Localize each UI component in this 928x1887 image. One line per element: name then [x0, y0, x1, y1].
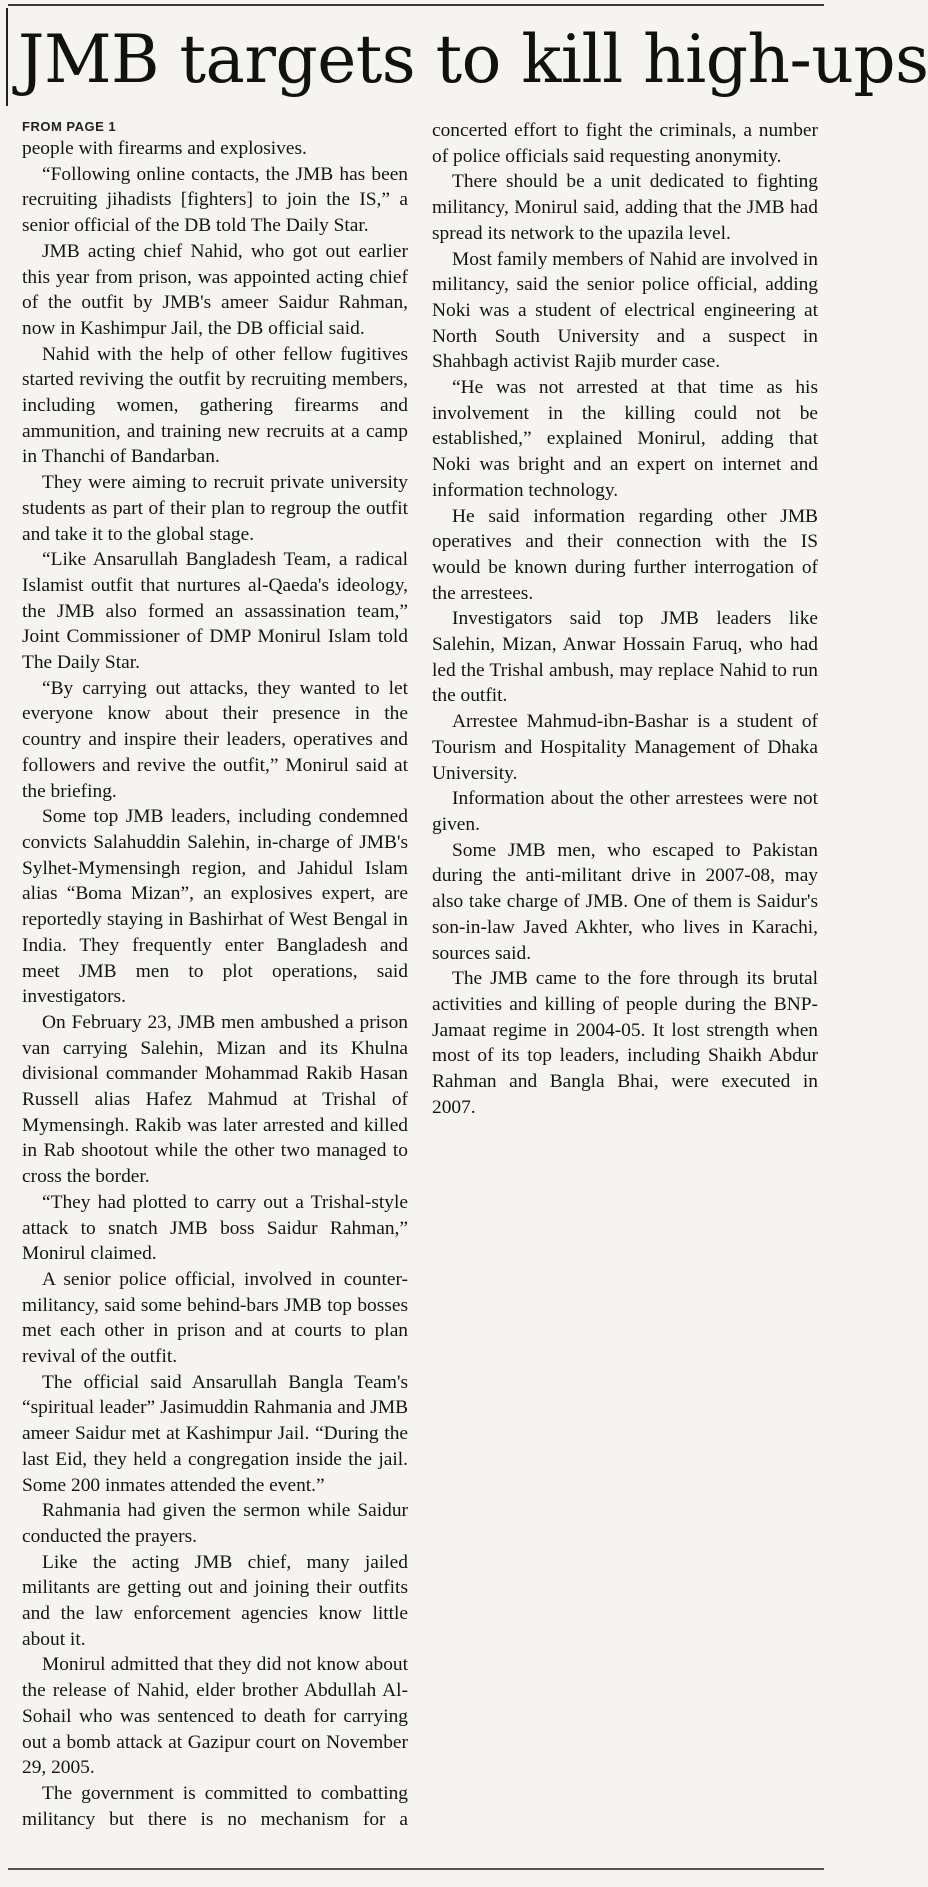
headline: JMB targets to kill high-ups [18, 21, 928, 98]
paragraph: people with firearms and explosives. [22, 138, 307, 159]
paragraph: The official said Ansarullah Bangla Team's “spiritual leader” Jasimuddin Rahmania and JMB ameer Saidur met at Kashimpur Jail. “During the last Eid, they held a congregation inside the jail. Some 200 inmates attended the event.” [22, 1371, 408, 1496]
paragraph: The JMB came to the fore through its brutal activities and killing of people during the BNP-Jamaat regime in 2004-05. It lost strength when most of its top leaders, including Shaikh Abdur Rahman and Bangla Bhai, were executed in 2007. [432, 968, 818, 1118]
top-rule [8, 4, 824, 6]
paragraph: “Following online contacts, the JMB has been recruiting jihadists [fighters] to join the IS,” a senior official of the DB told The Daily Star. [22, 163, 408, 237]
paragraph: A senior police official, involved in counter-militancy, said some behind-bars JMB top bosses met each other in prison and at courts to plan revival of the outfit. [22, 1268, 408, 1368]
paragraph: Some top JMB leaders, including condemned convicts Salahuddin Salehin, in-charge of JMB's Sylhet-Mymensingh region, and Jahidul Islam alias “Boma Mizan”, an explosives expert, are reportedly staying in Bashirhat of West Bengal in India. They frequently enter Bangladesh and meet JMB men to plot operations, said investigators. [22, 806, 408, 1008]
paragraph: Arrestee Mahmud-ibn-Bashar is a student of Tourism and Hospitality Management of Dhaka University. [432, 711, 818, 784]
paragraph: He said information regarding other JMB operatives and their connection with the IS would be known during further interrogation of the arrestees. [432, 505, 818, 604]
paragraph: On February 23, JMB men ambushed a prison van carrying Salehin, Mizan and its Khulna divisional commander Mohammad Rakib Hasan Russell alias Hafez Mahmud at Trishal of Mymensingh. Rakib was later arrested and killed in Rab shootout while the other two managed to cross the border. [22, 1011, 408, 1188]
paragraph: “He was not arrested at that time as his involvement in the killing could not be established,” explained Monirul, adding that Noki was bright and an expert on internet and information technology. [432, 377, 818, 501]
paragraph: “They had plotted to carry out a Trishal-style attack to snatch JMB boss Saidur Rahman,” Monirul claimed. [22, 1191, 408, 1265]
article-body [22, 118, 818, 1850]
paragraph: Like the acting JMB chief, many jailed militants are getting out and joining their outfits and the law enforcement agencies know little about it. [22, 1551, 408, 1650]
paragraph: Monirul admitted that they did not know about the release of Nahid, elder brother Abdullah Al-Sohail who was sentenced to death for carrying out a bomb attack at Gazipur court on November 29, 2005. [22, 1654, 408, 1779]
paragraph: The government is committed to combatting militancy but there is no mechanism for a concerted effort to fight the criminals, a number of police officials said requesting anonymity. [22, 120, 818, 1830]
paragraph: Investigators said top JMB leaders like Salehin, Mizan, Anwar Hossain Faruq, who had led the Trishal ambush, may replace Nahid to run the outfit. [432, 608, 818, 707]
paragraph: They were aiming to recruit private university students as part of their plan to regroup the outfit and take it to the global stage. [22, 472, 408, 545]
paragraph: Some JMB men, who escaped to Pakistan during the anti-militant drive in 2007-08, may also take charge of JMB. One of them is Saidur's son-in-law Javed Akhter, who lives in Karachi, sources said. [432, 839, 818, 964]
paragraph: Rahmania had given the sermon while Saidur conducted the prayers. [22, 1500, 408, 1547]
paragraph: JMB acting chief Nahid, who got out earlier this year from prison, was appointed acting chief of the outfit by JMB's ameer Saidur Rahman, now in Kashimpur Jail, the DB official said. [22, 240, 408, 339]
left-rule [6, 8, 8, 106]
dateline: FROM PAGE 1 [22, 119, 117, 134]
bottom-rule [8, 1868, 824, 1870]
paragraph: “Like Ansarullah Bangladesh Team, a radical Islamist outfit that nurtures al-Qaeda's ideology, the JMB also formed an assassination team,” Joint Commissioner of DMP Monirul Islam told The Daily Star. [22, 549, 408, 674]
paragraph: “By carrying out attacks, they wanted to let everyone know about their presence in the country and inspire their leaders, operatives and followers and revive the outfit,” Monirul said at the briefing. [22, 677, 408, 802]
paragraph: Most family members of Nahid are involved in militancy, said the senior police official, adding Noki was a student of electrical engineering at North South University and a suspect in Shahbagh activist Rajib murder case. [432, 248, 818, 373]
paragraph: There should be a unit dedicated to fighting militancy, Monirul said, adding that the JMB had spread its network to the upazila level. [432, 171, 818, 244]
paragraph: Nahid with the help of other fellow fugitives started reviving the outfit by recruiting members, including women, gathering firearms and ammunition, and training new recruits at a camp in Thanchi of Bandarban. [22, 343, 408, 468]
paragraph: Information about the other arrestees were not given. [432, 788, 818, 835]
